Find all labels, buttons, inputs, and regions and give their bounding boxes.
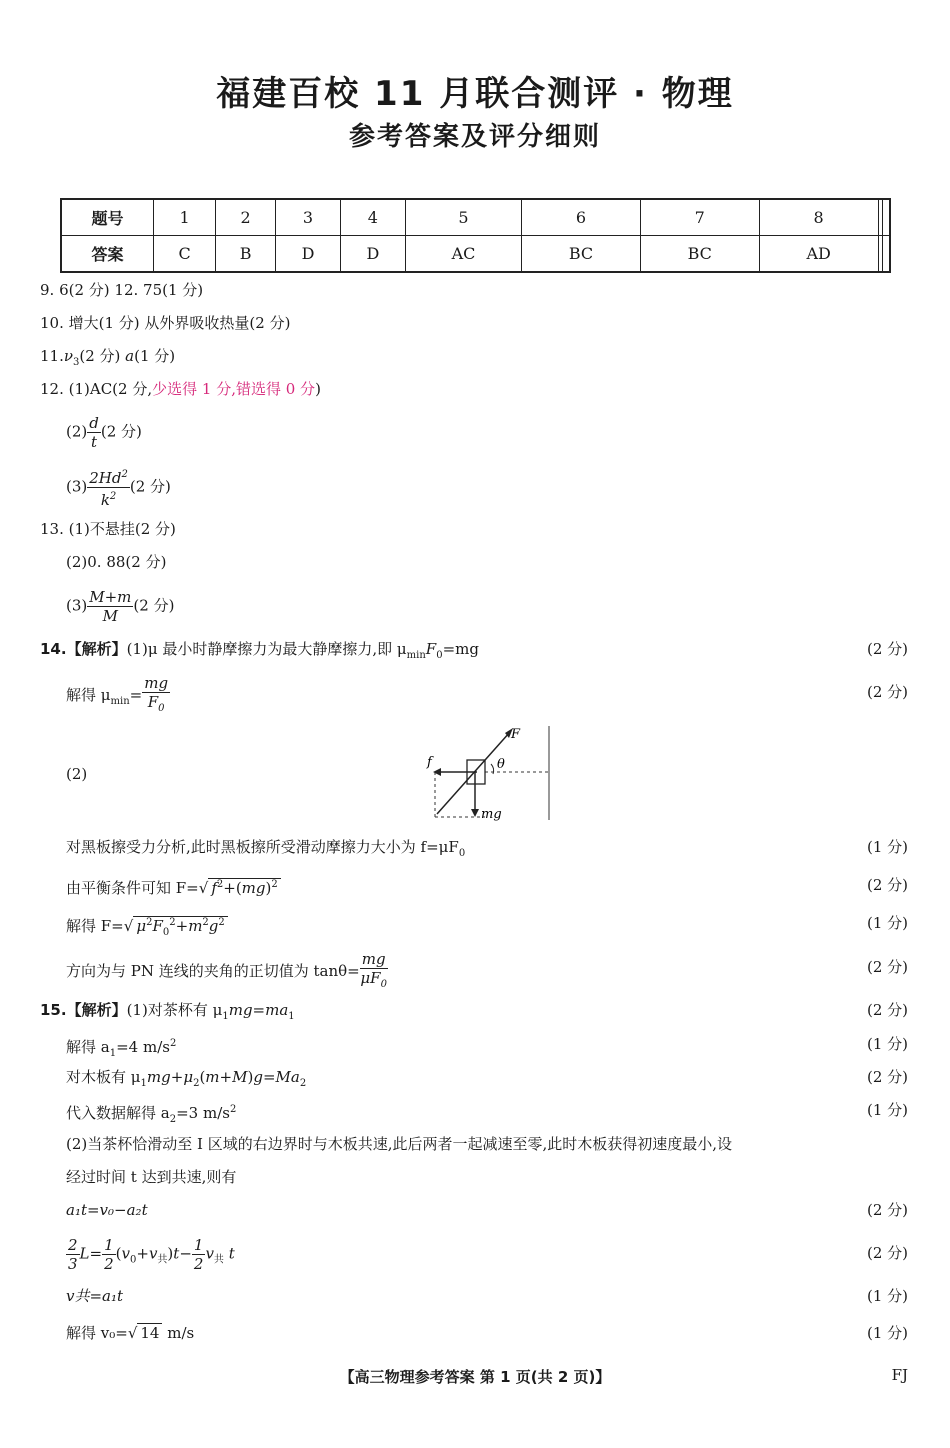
table-cell: 8 — [759, 199, 878, 236]
table-cell: B — [216, 236, 276, 273]
answer-q15-7: a₁t=v₀−a₂t — [66, 1201, 148, 1219]
score: (1 分) — [866, 838, 908, 856]
answer-q12-2: (2) $\frac{d}{t}$ (2 分) — [66, 414, 142, 451]
table-cell: 2 — [216, 199, 276, 236]
table-cell: AC — [405, 236, 521, 273]
score: (2 分) — [866, 1201, 908, 1219]
answer-q14-6: 方向为与 PN 连线的夹角的正切值为 tanθ= $\frac{mg}{\mu F_0}$ — [66, 950, 387, 990]
score: (2 分) — [866, 1001, 908, 1019]
figure-label: (2) — [66, 765, 88, 783]
score: (1 分) — [866, 1287, 908, 1305]
answer-q9: 9. 6(2 分) 12. 75(1 分) — [40, 281, 204, 299]
answer-q15-eq: $\frac{2}{3}$ L= $\frac{1}{2}$ $(v_0+v_共)t-$ $\frac{1}{2}$ $v_共$ t — [68, 1236, 235, 1273]
partial-credit-note: 少选得 1 分,错选得 0 分 — [152, 380, 316, 398]
answer-q11: $11.\nu_3(2$ 分) a(1 分) — [40, 347, 176, 368]
table-cell: D — [276, 236, 341, 273]
table-cell: D — [340, 236, 405, 273]
answer-table — [60, 198, 891, 273]
answer-q15-4: 代入数据解得 $a_2=3$ $m/s^2$ — [66, 1104, 237, 1125]
table-header-number: 题号 — [61, 199, 154, 236]
answer-q14-1: 14.【解析】(1)μ 最小时静摩擦力为最大静摩擦力,即 $\mu_{min}F_0=mg$ — [40, 640, 479, 661]
table-cell: 7 — [640, 199, 759, 236]
score: (2 分) — [866, 640, 908, 658]
answer-q15-2: 解得 $a_1=4$ $m/s^2$ — [66, 1038, 177, 1059]
table-row — [61, 199, 890, 236]
answer-q13-1: 13. (1)不悬挂(2 分) — [40, 520, 176, 538]
answer-q15-5: (2)当茶杯恰滑动至 Ⅰ 区域的右边界时与木板共速,此后两者一起减速至零,此时木板获得初速度最小,设 — [66, 1135, 733, 1153]
score: (2 分) — [866, 683, 908, 701]
table-cell: 3 — [276, 199, 341, 236]
force-diagram — [425, 724, 555, 824]
table-cell: BC — [522, 236, 641, 273]
answer-q15-1: 15.【解析】(1)对茶杯有 $\mu_1mg=ma_1$ — [40, 1001, 295, 1022]
score: (2 分) — [866, 1244, 908, 1262]
answer-q15-9: 解得 v₀=√ 14 m/s — [66, 1324, 195, 1342]
table-cell: 4 — [340, 199, 405, 236]
score: (2 分) — [866, 876, 908, 894]
force-label-F: F — [511, 727, 521, 742]
table-cell: 1 — [154, 199, 216, 236]
footer-code: FJ — [891, 1366, 908, 1384]
table-row — [61, 236, 890, 273]
angle-label-theta: θ — [497, 757, 505, 772]
score: (1 分) — [866, 1035, 908, 1053]
force-label-mg: mg — [481, 807, 502, 822]
force-label-f: f — [427, 755, 432, 770]
answer-q14-2: 解得 $\mu_{min}=$ $\frac{mg}{F_0}$ — [66, 674, 169, 714]
score: (2 分) — [866, 1068, 908, 1086]
table-cell: 6 — [522, 199, 641, 236]
answer-q12-1: 12. (1)AC(2 分,少选得 1 分,错选得 0 分) — [40, 380, 321, 398]
page-subtitle: 参考答案及评分细则 — [348, 122, 601, 152]
table-cell — [883, 236, 890, 273]
answer-q15-6: 经过时间 t 达到共速,则有 — [66, 1168, 237, 1186]
table-cell: C — [154, 236, 216, 273]
answer-q14-5: 解得 F=√ $\mu^2F_0^2+m^2g^2$ — [66, 912, 228, 944]
table-header-answer: 答案 — [61, 236, 154, 273]
answer-q15-3: 对木板有 $\mu_1mg+\mu_2(m+M)g=Ma_2$ — [66, 1068, 307, 1089]
table-cell: 5 — [405, 199, 521, 236]
page-footer: 【高三物理参考答案 第 1 页(共 2 页)】 — [339, 1368, 611, 1386]
table-cell: AD — [759, 236, 878, 273]
score: (2 分) — [866, 958, 908, 976]
answer-q10: 10. 增大(1 分) 从外界吸收热量(2 分) — [40, 314, 291, 332]
answer-q12-3: (3) $\frac{2Hd^2}{k^2}$ (2 分) — [66, 466, 171, 509]
answer-q14-4: 由平衡条件可知 F=√ $f^2+(mg)^2$ — [66, 874, 281, 899]
answer-q15-8: v共=a₁t — [66, 1287, 124, 1305]
page-title: 福建百校 11 月联合测评 · 物理 — [216, 74, 734, 114]
score: (1 分) — [866, 1324, 908, 1342]
score: (1 分) — [866, 1101, 908, 1119]
table-cell: BC — [640, 236, 759, 273]
answer-q14-3: 对黑板擦受力分析,此时黑板擦所受滑动摩擦力大小为 $f=\mu F_0$ — [66, 838, 466, 859]
score: (1 分) — [866, 914, 908, 932]
table-cell — [883, 199, 890, 236]
answer-q13-2: (2)0. 88(2 分) — [66, 553, 167, 571]
answer-q13-3: (3) $\frac{M+m}{M}$ (2 分) — [66, 588, 175, 625]
